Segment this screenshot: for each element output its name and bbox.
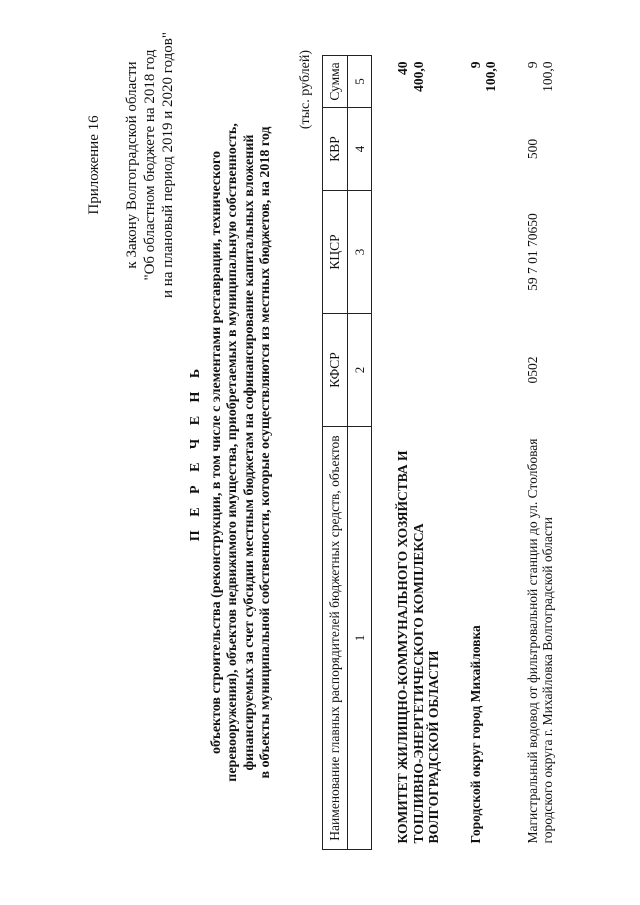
col-number-4: 4 [347, 108, 372, 191]
row-kcsr: 59 7 01 70650 [524, 213, 540, 291]
row-name: Магистральный водовод от фильтровальной станции до ул. Столбовая городского округа г. Михайловка Волгоградской области [524, 438, 555, 844]
row-kvr: 500 [524, 138, 540, 160]
row-kcsr [465, 191, 502, 314]
table-row [392, 56, 445, 850]
row-kvr [465, 108, 502, 191]
col-number-1: 1 [347, 427, 372, 850]
list-heading: П Е Р Е Ч Е Н Ь [188, 363, 203, 542]
table-row [465, 56, 502, 850]
table-header-row [323, 56, 348, 850]
header-kcsr: КЦСР [323, 191, 348, 314]
col-number-3: 3 [347, 191, 372, 314]
row-kfsr [465, 314, 502, 427]
row-sum: 9 100,0 [524, 61, 555, 92]
list-title-line-1: объектов строительства (реконструкции, в том числе с элементами реставрации, технического [208, 151, 224, 754]
header-kfsr: КФСР [323, 314, 348, 427]
col-number-2: 2 [347, 314, 372, 427]
row-kfsr: 0502 [524, 356, 540, 384]
table-row [522, 56, 559, 850]
table-spacer [445, 56, 465, 850]
row-kfsr [392, 314, 445, 427]
appendix-title: Приложение 16 [86, 115, 102, 215]
row-kvr [392, 108, 445, 191]
table-spacer [372, 56, 393, 850]
table-number-row [347, 56, 372, 850]
table-spacer [502, 56, 522, 850]
budget-table [322, 55, 559, 850]
header-sum: Сумма [323, 56, 348, 108]
row-name: КОМИТЕТ ЖИЛИЩНО-КОММУНАЛЬНОГО ХОЗЯЙСТВА И ТОПЛИВНО-ЭНЕРГЕТИЧЕСКОГО КОМПЛЕКСА ВОЛГОГРАДСКОЙ ОБЛАСТИ [395, 450, 441, 844]
appendix-line-3: и на плановый период 2019 и 2020 годов" [160, 32, 176, 298]
row-sum: 40 400,0 [395, 61, 426, 92]
list-title-block [188, 60, 275, 845]
list-title-line-3: финансируемых за счет субсидии местным бюджетам на софинансирование капитальных вложений [241, 134, 257, 771]
list-title-line-4: в объекты муниципальной собственности, которые осуществляются из местных бюджетов, на 2018 год [258, 126, 273, 779]
row-name: Городской округ город Михайловка [467, 625, 483, 844]
col-number-5: 5 [347, 56, 372, 108]
units-label: (тыс. рублей) [298, 50, 313, 130]
row-sum: 9 100,0 [467, 61, 498, 92]
header-name: Наименование главных распорядителей бюджетных средств, объектов [323, 427, 348, 850]
header-kvr: КВР [323, 108, 348, 191]
appendix-line-2: "Об областном бюджете на 2018 год [142, 49, 158, 281]
appendix-block [0, 0, 177, 330]
appendix-line-1: к Закону Волгоградской области [124, 61, 140, 269]
list-title-line-2: перевооружения), объектов недвижимого имущества, приобретаемых в муниципальную собственность, [225, 123, 240, 782]
row-kcsr [392, 191, 445, 314]
